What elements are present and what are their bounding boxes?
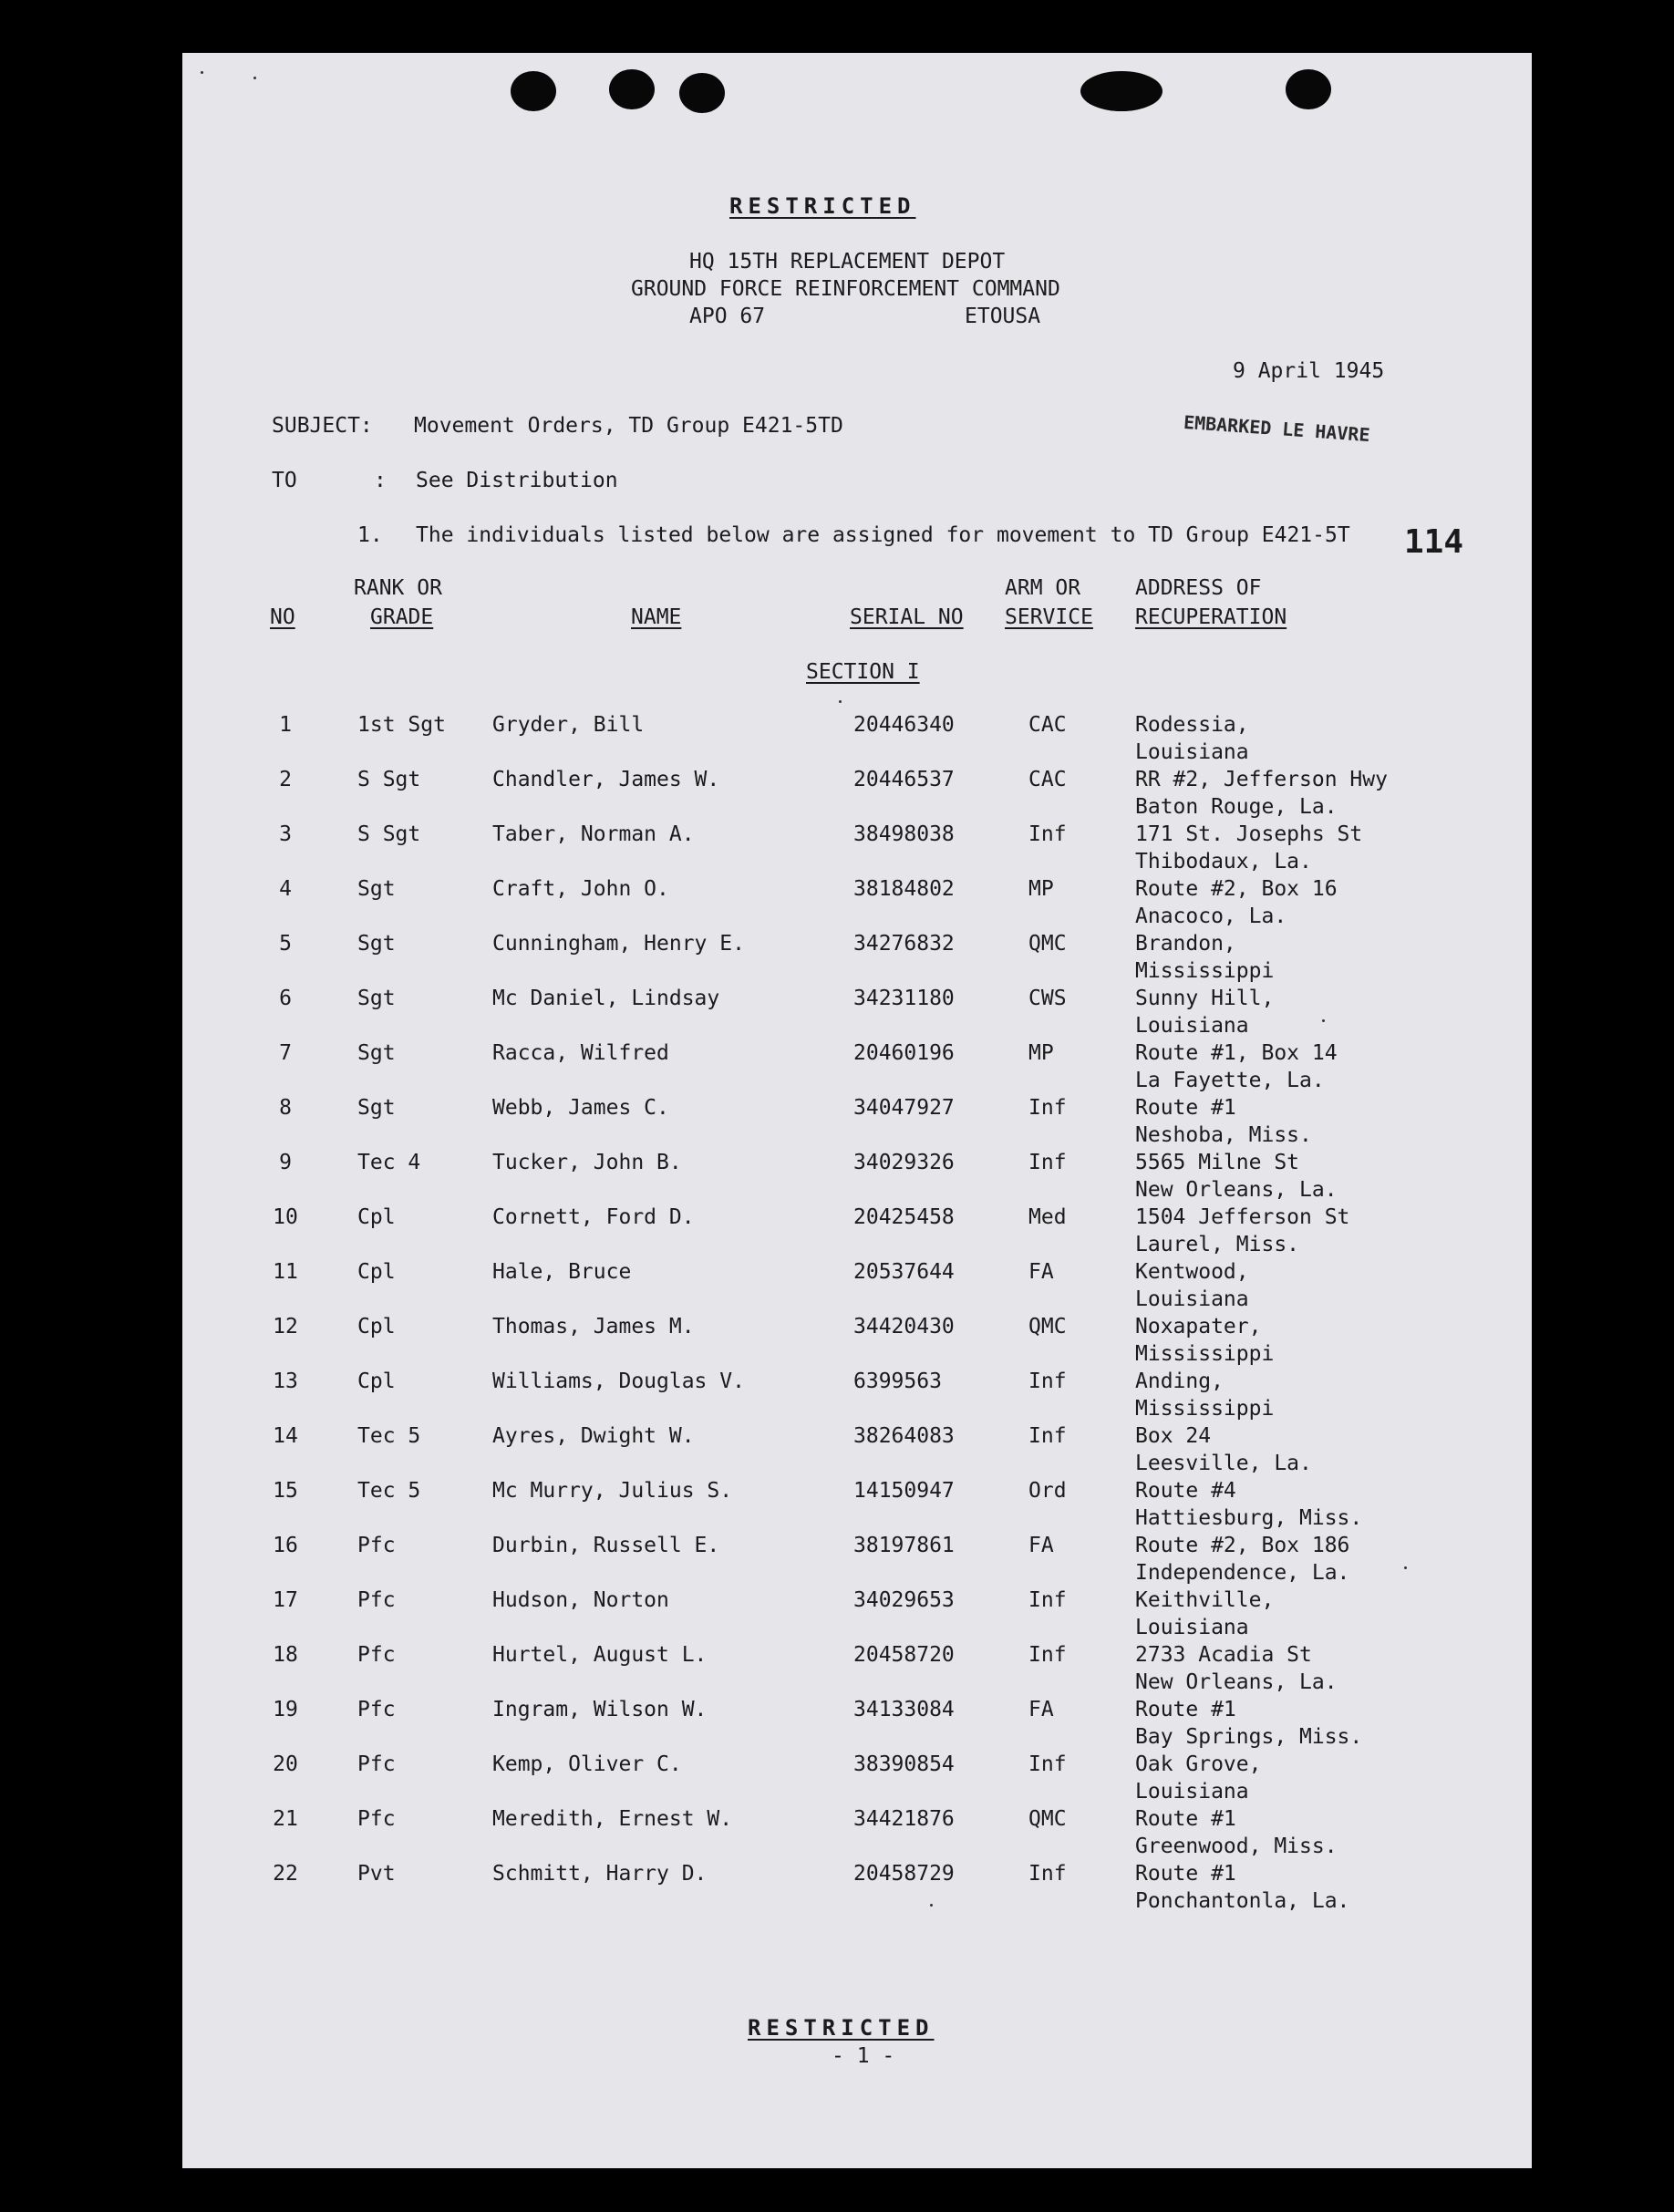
col-header-arm-1: ARM OR [1005, 576, 1081, 600]
row-address-line-1: 171 St. Josephs St [1135, 822, 1363, 846]
row-number: 7 [279, 1041, 292, 1065]
row-rank: 1st Sgt [357, 713, 446, 737]
row-address-line-2: Hattiesburg, Miss. [1135, 1506, 1363, 1530]
row-rank: Cpl [357, 1260, 396, 1284]
row-rank: Tec 5 [357, 1424, 421, 1448]
speck [1404, 1566, 1407, 1569]
col-header-arm-2: SERVICE [1005, 605, 1093, 629]
header-line-2: GROUND FORCE REINFORCEMENT COMMAND [631, 277, 1060, 301]
table-row [182, 932, 1532, 987]
row-address-line-2: New Orleans, La. [1135, 1178, 1338, 1202]
to-label: TO [272, 469, 297, 492]
row-rank: Pfc [357, 1588, 396, 1612]
row-rank: Pfc [357, 1807, 396, 1831]
row-rank: S Sgt [357, 768, 421, 791]
row-name: Racca, Wilfred [492, 1041, 669, 1065]
row-address-line-1: Sunny Hill, [1135, 987, 1275, 1010]
row-address-line-2: Louisiana [1135, 1014, 1249, 1038]
table-row [182, 1588, 1532, 1643]
row-address-line-2: Neshoba, Miss. [1135, 1123, 1312, 1147]
row-address-line-2: Mississippi [1135, 1342, 1275, 1366]
row-address-line-2: Louisiana [1135, 1287, 1249, 1311]
table-row [182, 1151, 1532, 1205]
row-name: Durbin, Russell E. [492, 1534, 720, 1557]
row-arm-service: Inf [1028, 1370, 1067, 1393]
row-address-line-1: 1504 Jefferson St [1135, 1205, 1350, 1229]
embarked-stamp: EMBARKED LE HAVRE [1183, 410, 1371, 447]
table-row [182, 987, 1532, 1041]
row-serial: 20537644 [853, 1260, 955, 1284]
row-address-line-1: Route #1 [1135, 1862, 1236, 1886]
punch-hole [609, 69, 655, 109]
row-serial: 38498038 [853, 822, 955, 846]
row-address-line-1: 2733 Acadia St [1135, 1643, 1312, 1667]
row-number: 17 [273, 1588, 298, 1612]
row-name: Tucker, John B. [492, 1151, 682, 1174]
row-arm-service: MP [1028, 877, 1054, 901]
row-address-line-2: Baton Rouge, La. [1135, 795, 1338, 819]
row-address-line-1: Keithville, [1135, 1588, 1275, 1612]
row-number: 8 [279, 1096, 292, 1120]
table-row [182, 877, 1532, 932]
table-row [182, 1807, 1532, 1862]
row-serial: 34420430 [853, 1315, 955, 1339]
row-rank: Cpl [357, 1205, 396, 1229]
row-address-line-1: Route #1 [1135, 1096, 1236, 1120]
row-address-line-1: Noxapater, [1135, 1315, 1262, 1339]
row-number: 19 [273, 1698, 298, 1721]
table-row [182, 1260, 1532, 1315]
row-arm-service: CAC [1028, 768, 1067, 791]
document-page [182, 53, 1532, 2168]
row-number: 21 [273, 1807, 298, 1831]
row-arm-service: FA [1028, 1698, 1054, 1721]
row-rank: Pfc [357, 1643, 396, 1667]
row-rank: S Sgt [357, 822, 421, 846]
row-arm-service: FA [1028, 1534, 1054, 1557]
row-serial: 20446537 [853, 768, 955, 791]
col-header-no: NO [270, 605, 295, 629]
row-serial: 34029326 [853, 1151, 955, 1174]
row-number: 22 [273, 1862, 298, 1886]
row-address-line-1: Oak Grove, [1135, 1752, 1262, 1776]
punch-hole [511, 71, 556, 111]
page-number: - 1 - [832, 2044, 895, 2068]
row-address-line-1: Brandon, [1135, 932, 1236, 956]
col-header-addr-2: RECUPERATION [1135, 605, 1287, 629]
row-serial: 38390854 [853, 1752, 955, 1776]
row-rank: Pfc [357, 1698, 396, 1721]
row-serial: 38264083 [853, 1424, 955, 1448]
row-name: Webb, James C. [492, 1096, 669, 1120]
row-number: 9 [279, 1151, 292, 1174]
row-name: Cornett, Ford D. [492, 1205, 695, 1229]
row-address-line-1: RR #2, Jefferson Hwy [1135, 768, 1388, 791]
row-number: 5 [279, 932, 292, 956]
row-address-line-2: Laurel, Miss. [1135, 1233, 1300, 1256]
row-number: 10 [273, 1205, 298, 1229]
row-serial: 20460196 [853, 1041, 955, 1065]
row-address-line-1: Anding, [1135, 1370, 1224, 1393]
punch-hole [1080, 71, 1162, 111]
row-number: 1 [279, 713, 292, 737]
punch-hole [1286, 69, 1331, 109]
row-name: Hurtel, August L. [492, 1643, 708, 1667]
row-rank: Pvt [357, 1862, 396, 1886]
row-address-line-2: Louisiana [1135, 1616, 1249, 1639]
table-row [182, 1862, 1532, 1917]
row-serial: 34029653 [853, 1588, 955, 1612]
row-serial: 6399563 [853, 1370, 942, 1393]
row-arm-service: Inf [1028, 1643, 1067, 1667]
row-number: 3 [279, 822, 292, 846]
row-number: 16 [273, 1534, 298, 1557]
row-arm-service: Inf [1028, 1424, 1067, 1448]
header-line-1: HQ 15TH REPLACEMENT DEPOT [689, 250, 1006, 274]
to-colon: : [374, 469, 387, 492]
paragraph-number: 1. [357, 523, 383, 547]
row-number: 13 [273, 1370, 298, 1393]
row-address-line-1: Box 24 [1135, 1424, 1212, 1448]
row-number: 20 [273, 1752, 298, 1776]
row-address-line-1: Route #2, Box 186 [1135, 1534, 1350, 1557]
col-header-rank-1: RANK OR [354, 576, 442, 600]
row-serial: 34047927 [853, 1096, 955, 1120]
row-serial: 20425458 [853, 1205, 955, 1229]
row-name: Williams, Douglas V. [492, 1370, 745, 1393]
row-rank: Tec 4 [357, 1151, 421, 1174]
row-arm-service: Inf [1028, 822, 1067, 846]
row-number: 18 [273, 1643, 298, 1667]
row-number: 14 [273, 1424, 298, 1448]
row-name: Schmitt, Harry D. [492, 1862, 708, 1886]
row-address-line-2: Mississippi [1135, 1397, 1275, 1421]
col-header-rank-2: GRADE [370, 605, 434, 629]
row-address-line-2: New Orleans, La. [1135, 1670, 1338, 1694]
row-serial: 34421876 [853, 1807, 955, 1831]
row-name: Taber, Norman A. [492, 822, 695, 846]
classification-top: RESTRICTED [729, 193, 916, 219]
table-row [182, 1752, 1532, 1807]
row-address-line-1: 5565 Milne St [1135, 1151, 1300, 1174]
punch-hole [679, 73, 725, 113]
row-number: 12 [273, 1315, 298, 1339]
table-row [182, 1370, 1532, 1424]
row-address-line-2: Mississippi [1135, 959, 1275, 983]
document-date: 9 April 1945 [1233, 359, 1385, 383]
row-rank: Pfc [357, 1534, 396, 1557]
row-serial: 20458720 [853, 1643, 955, 1667]
row-arm-service: MP [1028, 1041, 1054, 1065]
row-address-line-2: Greenwood, Miss. [1135, 1835, 1338, 1858]
row-rank: Sgt [357, 932, 396, 956]
speck [201, 71, 203, 74]
row-address-line-2: Bay Springs, Miss. [1135, 1725, 1363, 1749]
row-serial: 14150947 [853, 1479, 955, 1503]
header-apo: APO 67 [689, 305, 766, 328]
speck [253, 77, 256, 79]
row-number: 11 [273, 1260, 298, 1284]
row-address-line-2: Ponchantonla, La. [1135, 1889, 1350, 1913]
classification-bottom: RESTRICTED [748, 2015, 935, 2041]
row-arm-service: CAC [1028, 713, 1067, 737]
table-row [182, 1479, 1532, 1534]
row-rank: Sgt [357, 1041, 396, 1065]
section-heading: SECTION I [806, 660, 920, 684]
row-name: Kemp, Oliver C. [492, 1752, 682, 1776]
row-arm-service: Inf [1028, 1588, 1067, 1612]
row-arm-service: Inf [1028, 1151, 1067, 1174]
row-address-line-2: Independence, La. [1135, 1561, 1350, 1585]
row-arm-service: QMC [1028, 932, 1067, 956]
table-row [182, 1534, 1532, 1588]
row-arm-service: FA [1028, 1260, 1054, 1284]
speck [930, 1904, 933, 1907]
subject-text: Movement Orders, TD Group E421-5TD [414, 414, 843, 438]
row-arm-service: Inf [1028, 1752, 1067, 1776]
row-rank: Sgt [357, 1096, 396, 1120]
row-arm-service: QMC [1028, 1807, 1067, 1831]
row-name: Meredith, Ernest W. [492, 1807, 733, 1831]
table-row [182, 822, 1532, 877]
row-serial: 38197861 [853, 1534, 955, 1557]
table-row [182, 1698, 1532, 1752]
table-row [182, 1096, 1532, 1151]
row-name: Ayres, Dwight W. [492, 1424, 695, 1448]
row-serial: 20458729 [853, 1862, 955, 1886]
row-number: 4 [279, 877, 292, 901]
row-arm-service: Inf [1028, 1096, 1067, 1120]
row-name: Cunningham, Henry E. [492, 932, 745, 956]
row-name: Mc Murry, Julius S. [492, 1479, 733, 1503]
row-arm-service: Ord [1028, 1479, 1067, 1503]
table-row [182, 1643, 1532, 1698]
row-number: 15 [273, 1479, 298, 1503]
row-address-line-1: Route #1 [1135, 1698, 1236, 1721]
row-address-line-1: Route #1 [1135, 1807, 1236, 1831]
row-name: Thomas, James M. [492, 1315, 695, 1339]
row-address-line-2: Louisiana [1135, 1780, 1249, 1804]
col-header-addr-1: ADDRESS OF [1135, 576, 1262, 600]
row-arm-service: CWS [1028, 987, 1067, 1010]
table-row [182, 1424, 1532, 1479]
row-arm-service: Inf [1028, 1862, 1067, 1886]
row-serial: 20446340 [853, 713, 955, 737]
row-name: Mc Daniel, Lindsay [492, 987, 720, 1010]
speck [1322, 1019, 1325, 1022]
row-arm-service: QMC [1028, 1315, 1067, 1339]
row-address-line-1: Route #2, Box 16 [1135, 877, 1338, 901]
row-address-line-2: Anacoco, La. [1135, 904, 1287, 928]
row-address-line-1: Route #1, Box 14 [1135, 1041, 1338, 1065]
row-rank: Sgt [357, 987, 396, 1010]
row-rank: Pfc [357, 1752, 396, 1776]
row-address-line-1: Kentwood, [1135, 1260, 1249, 1284]
paragraph-text: The individuals listed below are assigned for movement to TD Group E421-5T [416, 523, 1350, 547]
row-name: Ingram, Wilson W. [492, 1698, 708, 1721]
row-rank: Cpl [357, 1370, 396, 1393]
subject-label: SUBJECT: [272, 414, 373, 438]
row-name: Chandler, James W. [492, 768, 720, 791]
table-row [182, 1205, 1532, 1260]
row-address-line-2: Leesville, La. [1135, 1452, 1312, 1475]
page-mark-number: 114 [1404, 523, 1464, 561]
row-name: Gryder, Bill [492, 713, 645, 737]
row-rank: Tec 5 [357, 1479, 421, 1503]
to-text: See Distribution [416, 469, 618, 492]
row-number: 2 [279, 768, 292, 791]
row-serial: 34231180 [853, 987, 955, 1010]
speck [839, 700, 842, 703]
row-serial: 38184802 [853, 877, 955, 901]
row-address-line-2: Louisiana [1135, 740, 1249, 764]
table-row [182, 1315, 1532, 1370]
row-name: Hudson, Norton [492, 1588, 669, 1612]
table-row [182, 768, 1532, 822]
col-header-serial: SERIAL NO [850, 605, 964, 629]
row-name: Craft, John O. [492, 877, 669, 901]
row-arm-service: Med [1028, 1205, 1067, 1229]
row-rank: Cpl [357, 1315, 396, 1339]
header-theater: ETOUSA [965, 305, 1041, 328]
row-address-line-1: Rodessia, [1135, 713, 1249, 737]
table-row [182, 1041, 1532, 1096]
row-number: 6 [279, 987, 292, 1010]
row-address-line-2: Thibodaux, La. [1135, 850, 1312, 873]
row-address-line-1: Route #4 [1135, 1479, 1236, 1503]
col-header-name: NAME [631, 605, 682, 629]
row-rank: Sgt [357, 877, 396, 901]
table-row [182, 713, 1532, 768]
row-serial: 34133084 [853, 1698, 955, 1721]
row-address-line-2: La Fayette, La. [1135, 1069, 1325, 1092]
row-serial: 34276832 [853, 932, 955, 956]
row-name: Hale, Bruce [492, 1260, 632, 1284]
